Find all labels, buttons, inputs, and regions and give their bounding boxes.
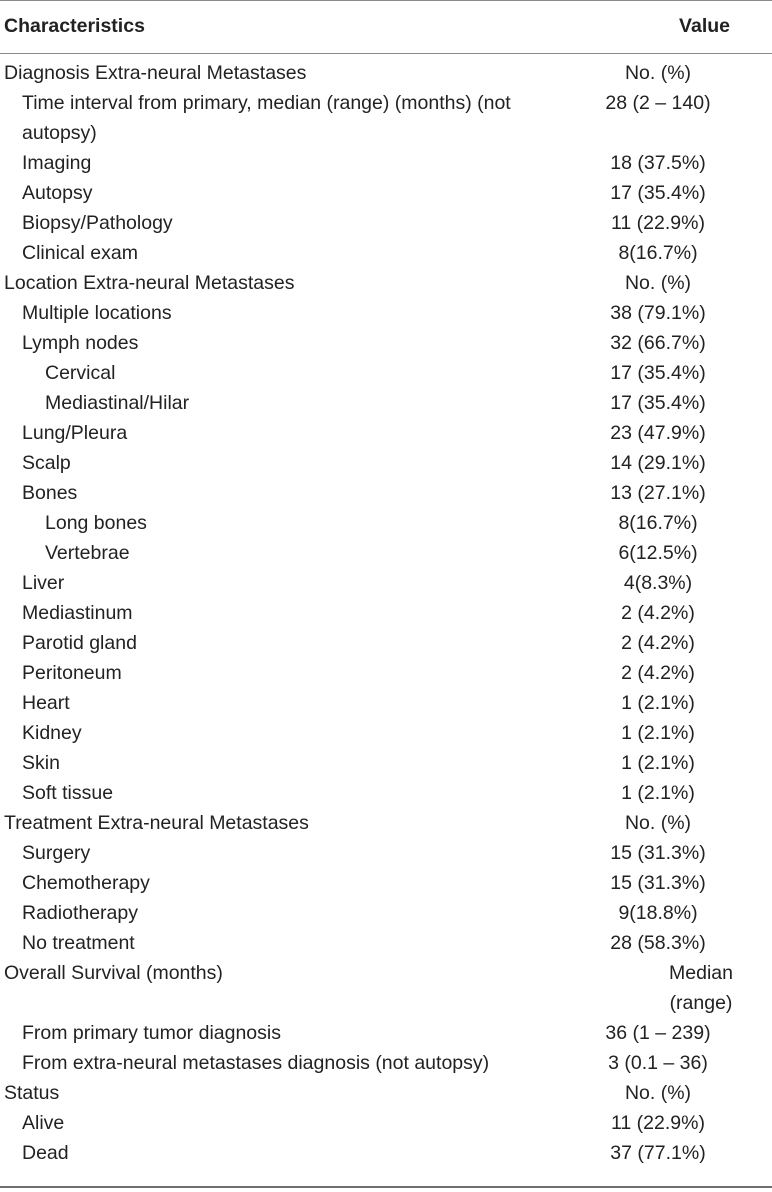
table-row <box>0 238 772 268</box>
row-label: Radiotherapy <box>22 902 138 924</box>
row-label: Mediastinum <box>22 602 133 624</box>
row-label: Dead <box>22 1142 69 1164</box>
row-value: 9(18.8%) <box>618 902 698 924</box>
row-value: 8(16.7%) <box>618 242 698 264</box>
table-row <box>0 778 772 808</box>
row-label: Clinical exam <box>22 242 138 264</box>
table-row <box>0 538 772 568</box>
table-row <box>0 148 772 178</box>
row-value: 11 (22.9%) <box>611 1112 705 1134</box>
table-row <box>0 718 772 748</box>
table-row <box>0 1138 772 1168</box>
row-value: 3 (0.1 – 36) <box>608 1052 708 1074</box>
table-row <box>0 328 772 358</box>
row-label: Mediastinal/Hilar <box>45 392 190 414</box>
table-row <box>0 448 772 478</box>
table-row <box>0 658 772 688</box>
row-value: 36 (1 – 239) <box>605 1022 711 1044</box>
row-label: Peritoneum <box>22 662 122 684</box>
row-label: Skin <box>22 752 60 774</box>
row-value: 2 (4.2%) <box>621 662 695 684</box>
table-row <box>0 388 772 418</box>
row-value: No. (%) <box>624 272 692 294</box>
row-label: Overall Survival (months) <box>4 962 223 984</box>
row-value: 17 (35.4%) <box>610 362 706 384</box>
table-row <box>0 898 772 928</box>
table-row <box>0 868 772 898</box>
row-value: Median (range) <box>669 962 733 1014</box>
table-row <box>0 748 772 778</box>
row-value: No. (%) <box>624 62 692 84</box>
table-row <box>0 628 772 658</box>
table-row <box>0 298 772 328</box>
table-row <box>0 268 772 298</box>
row-value: 28 (58.3%) <box>610 932 706 954</box>
row-value: 28 (2 – 140) <box>605 92 711 114</box>
table-row <box>0 178 772 208</box>
table-row <box>0 508 772 538</box>
row-value: 32 (66.7%) <box>610 332 706 354</box>
row-value: No. (%) <box>624 1082 692 1104</box>
row-value: 11 (22.9%) <box>611 212 705 234</box>
row-label: Autopsy <box>22 182 93 204</box>
row-value: 17 (35.4%) <box>610 182 706 204</box>
row-value: 18 (37.5%) <box>610 152 706 174</box>
row-label: Lung/Pleura <box>22 422 128 444</box>
row-label: Diagnosis Extra-neural Metastases <box>4 62 307 84</box>
row-value: No. (%) <box>624 812 692 834</box>
row-label: Vertebrae <box>45 542 130 564</box>
row-value: 23 (47.9%) <box>610 422 706 444</box>
row-label: Bones <box>22 482 78 504</box>
header-rule <box>0 53 772 54</box>
table-row <box>0 568 772 598</box>
row-label: Cervical <box>45 362 116 384</box>
row-label: Long bones <box>45 512 147 534</box>
table-row <box>0 58 772 88</box>
row-label: Parotid gland <box>22 632 137 654</box>
row-label: Kidney <box>22 722 82 744</box>
row-label: From extra-neural metastases diagnosis (not autopsy) <box>22 1052 490 1074</box>
table-row <box>0 478 772 508</box>
table-row <box>0 418 772 448</box>
row-label: Biopsy/Pathology <box>22 212 173 234</box>
row-label: Chemotherapy <box>22 872 150 894</box>
header-value: Value <box>679 15 730 37</box>
table-row <box>0 1078 772 1108</box>
table-row <box>0 208 772 238</box>
row-label: Alive <box>22 1112 65 1134</box>
table-row <box>0 838 772 868</box>
row-label: Surgery <box>22 842 91 864</box>
row-value: 2 (4.2%) <box>621 602 695 624</box>
table-row <box>0 808 772 838</box>
row-value: 8(16.7%) <box>618 512 698 534</box>
table-row <box>0 88 772 148</box>
row-label: No treatment <box>22 932 135 954</box>
row-value: 1 (2.1%) <box>621 692 695 714</box>
row-label: Heart <box>22 692 70 714</box>
row-label: Location Extra-neural Metastases <box>4 272 295 294</box>
row-value: 2 (4.2%) <box>621 632 695 654</box>
row-label: Multiple locations <box>22 302 172 324</box>
table-row <box>0 1108 772 1138</box>
row-label: Scalp <box>22 452 71 474</box>
row-value: 15 (31.3%) <box>610 872 706 894</box>
row-label: Liver <box>22 572 65 594</box>
row-value: 1 (2.1%) <box>621 752 695 774</box>
row-value: 13 (27.1%) <box>610 482 706 504</box>
row-label: Status <box>4 1082 60 1104</box>
bottom-rule <box>0 1186 772 1188</box>
header-characteristics: Characteristics <box>4 15 145 37</box>
table-row <box>0 688 772 718</box>
row-label: Lymph nodes <box>22 332 139 354</box>
table-row <box>0 958 772 1018</box>
row-value: 15 (31.3%) <box>610 842 706 864</box>
row-label: Treatment Extra-neural Metastases <box>4 812 309 834</box>
table-row <box>0 928 772 958</box>
row-value: 1 (2.1%) <box>621 782 695 804</box>
table-row <box>0 358 772 388</box>
row-label: Time interval from primary, median (range) (months) (not autopsy) <box>22 92 511 144</box>
row-label: Imaging <box>22 152 92 174</box>
row-value: 14 (29.1%) <box>610 452 706 474</box>
row-label: Soft tissue <box>22 782 114 804</box>
table-row <box>0 598 772 628</box>
row-value: 17 (35.4%) <box>610 392 706 414</box>
row-value: 37 (77.1%) <box>610 1142 706 1164</box>
row-value: 1 (2.1%) <box>621 722 695 744</box>
table-row <box>0 1018 772 1048</box>
table-row <box>0 1048 772 1078</box>
row-value: 38 (79.1%) <box>610 302 706 324</box>
row-value: 6(12.5%) <box>618 542 698 564</box>
row-label: From primary tumor diagnosis <box>22 1022 281 1044</box>
row-value: 4(8.3%) <box>623 572 693 594</box>
